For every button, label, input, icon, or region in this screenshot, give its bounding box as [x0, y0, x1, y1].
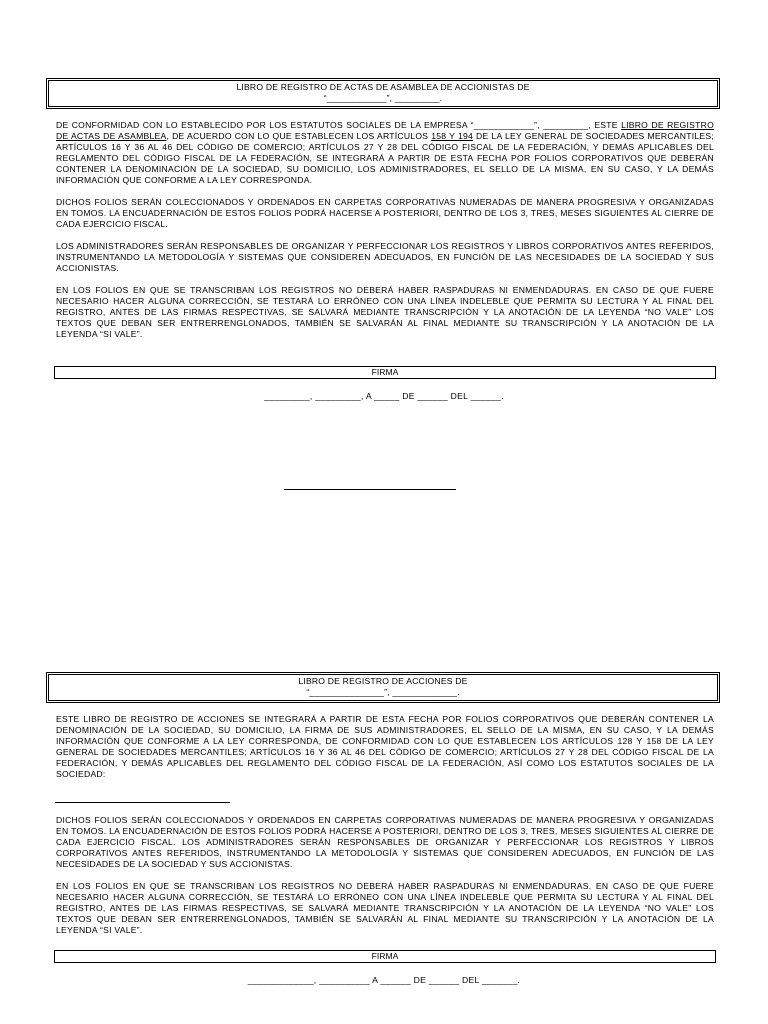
section2-body-top — [56, 714, 714, 780]
title-acciones-line1: LIBRO DE REGISTRO DE ACCIONES DE — [298, 676, 468, 686]
underlined-libro-title: LIBRO DE REGISTRO DE ACTAS DE ASAMBLEA — [56, 120, 714, 141]
firma-box-actas: FIRMA — [54, 366, 716, 379]
blank-line-acciones — [55, 802, 230, 803]
paragraph-acciones-3: EN LOS FOLIOS EN QUE SE TRANSCRIBAN LOS REGISTROS NO DEBERÁ HABER RASPADURAS NI ENMENDADURAS. EN CASO DE QUE FUERE NECESARIO HACER ALGUNA CORRECCIÓN, SE TESTARÁ LO ERRÓNEO CON UNA LÍNEA INDELEBLE QUE PERMITA SU LECTURA Y AL FINAL DEL REGISTRO, ANTES DE LAS FIRMAS RESPECTIVAS, SE SALVARÁ MEDIANTE TRANSCRIPCIÓN Y LA ANOTACIÓN DE LA LEYENDA “NO VALE” LOS TEXTOS QUE DEBAN SER ENTRERRENGLONADOS, TAMBIÉN SE SALVARÁN AL FINAL MEDIANTE SU TRANSCRIPCIÓN Y LA ANOTACIÓN DE LA LEYENDA “SI VALE”. — [56, 881, 714, 935]
title-box-actas — [46, 78, 720, 109]
date-line-actas: _________, _________, A _____ DE ______ DEL ______. — [264, 391, 504, 401]
firma-box-acciones: FIRMA — [54, 950, 716, 963]
paragraph-actas-2: DICHOS FOLIOS SERÁN COLECCIONADOS Y ORDENADOS EN CARPETAS CORPORATIVAS NUMERADAS DE MANERA PROGRESIVA Y ORGANIZADAS EN TOMOS. LA ENCUADERNACIÓN DE ESTOS FOLIOS PODRÁ HACERSE A POSTERIORI, DENTRO DE LOS 3, TRES, MESES SIGUIENTES AL CIERRE DE CADA EJERCICIO FISCAL. — [56, 197, 714, 229]
paragraph-acciones-2: DICHOS FOLIOS SERÁN COLECCIONADOS Y ORDENADOS EN CARPETAS CORPORATIVAS NUMERADAS DE MANERA PROGRESIVA Y ORGANIZADAS EN TOMOS. LA ENCUADERNACIÓN DE ESTOS FOLIOS PODRÁ HACERSE A POSTERIORI, DENTRO DE LOS 3, TRES, MESES SIGUIENTES AL CIERRE DE CADA EJERCICIO FISCAL. LOS ADMINISTRADORES SERÁN RESPONSABLES DE ORGANIZAR Y PERFECCIONAR LOS REGISTROS Y LIBROS CORPORATIVOS ANTES REFERIDOS, INSTRUMENTANDO LA METODOLOGÍA Y SISTEMAS QUE CONSIDEREN ADECUADOS, EN FUNCIÓN DE LAS NECESIDADES DE LA SOCIEDAD Y SUS ACCIONISTAS. — [56, 815, 714, 869]
title-box-acciones — [46, 672, 720, 703]
text-run: , DE ACUERDO CON LO QUE ESTABLECEN LOS ARTÍCULOS — [166, 131, 432, 141]
paragraph-actas-3: LOS ADMINISTRADORES SERÁN RESPONSABLES DE ORGANIZAR Y PERFECCIONAR LOS REGISTROS Y LIBROS CORPORATIVOS ANTES REFERIDOS, INSTRUMENTANDO LA METODOLOGÍA Y SISTEMAS QUE CONSIDEREN ADECUADOS, EN FUNCIÓN DE LAS NECESIDADES DE LA SOCIEDAD Y SUS ACCIONISTAS. — [56, 241, 714, 273]
title-actas-line1: LIBRO DE REGISTRO DE ACTAS DE ASAMBLEA DE ACCIONISTAS DE — [236, 82, 530, 92]
section1-body — [56, 120, 714, 340]
text-run: DE CONFORMIDAD CON LO ESTABLECIDO POR LOS ESTATUTOS SOCIALES DE LA EMPRESA “____________”, _________, ESTE — [56, 120, 622, 130]
text-run: DE LA LEY GENERAL DE SOCIEDADES MERCANTILES; ARTÍCULOS 16 Y 36 AL 46 DEL CÓDIGO DE COMERCIO; ARTÍCULOS 27 Y 28 DEL CÓDIGO FISCAL DE LA FEDERACIÓN, Y DEMÁS APLICABLES DEL REGLAMENTO DEL CÓDIGO FISCAL DE LA FEDERACIÓN, SE INTEGRARÁ A PARTIR DE ESTA FECHA POR FOLIOS CORPORATIVOS QUE DEBERÁN CONTENER LA DENOMINACIÓN DE LA SOCIEDAD, SU DOMICILIO, LOS ADMINISTRADORES, EL SELLO DE LA MISMA, EN SU CASO, Y LA DEMÁS INFORMACIÓN QUE CONFORME A LA LEY CORRESPONDA. — [56, 131, 715, 185]
section2-body-bottom — [56, 815, 714, 936]
date-line-acciones: _____________, __________ A ______ DE ______ DEL _______. — [247, 975, 521, 985]
paragraph-acciones-1: ESTE LIBRO DE REGISTRO DE ACCIONES SE INTEGRARÁ A PARTIR DE ESTA FECHA POR FOLIOS CORPORATIVOS QUE DEBERÁN CONTENER LA DENOMINACIÓN DE LA SOCIEDAD, SU DOMICILIO, LA FIRMA DE SUS ADMINISTRADORES, EL SELLO DE LA MISMA, EN SU CASO, Y LA DEMÁS INFORMACIÓN QUE CONFORME A LA LEY CORRESPONDA, DE CONFORMIDAD CON LO QUE ESTABLECEN LOS ARTÍCULOS 128 Y 158 DE LA LEY GENERAL DE SOCIEDADES MERCANTILES; ARTÍCULOS 16 Y 36 AL 46 DEL CÓDIGO DE COMERCIO; ARTÍCULOS 27 Y 28 DEL CÓDIGO FISCAL DE LA FEDERACIÓN, Y DEMÁS APLICABLES DEL REGLAMENTO DEL CÓDIGO FISCAL DE LA FEDERACIÓN, ASÍ COMO LOS ESTATUTOS SOCIALES DE LA SOCIEDAD: — [56, 714, 714, 779]
paragraph-actas-1 — [56, 120, 714, 186]
signature-line-actas — [284, 489, 456, 490]
title-actas-line2: “____________”, _________. — [323, 93, 443, 103]
title-acciones-line2: “_______________”, _____________. — [306, 687, 460, 697]
paragraph-actas-4: EN LOS FOLIOS EN QUE SE TRANSCRIBAN LOS REGISTROS NO DEBERÁ HABER RASPADURAS NI ENMENDADURAS. EN CASO DE QUE FUERE NECESARIO HACER ALGUNA CORRECCIÓN, SE TESTARÁ LO ERRÓNEO CON UNA LÍNEA INDELEBLE QUE PERMITA SU LECTURA Y AL FINAL DEL REGISTRO, ANTES DE LAS FIRMAS RESPECTIVAS, SE SALVARÁ MEDIANTE TRANSCRIPCIÓN Y LA ANOTACIÓN DE LA LEYENDA “NO VALE” LOS TEXTOS QUE DEBAN SER ENTRERRENGLONADOS, TAMBIÉN SE SALVARÁN AL FINAL MEDIANTE SU TRANSCRIPCIÓN Y LA ANOTACIÓN DE LA LEYENDA “SI VALE”. — [56, 285, 714, 339]
underlined-articles: 158 Y 194 — [431, 131, 474, 141]
